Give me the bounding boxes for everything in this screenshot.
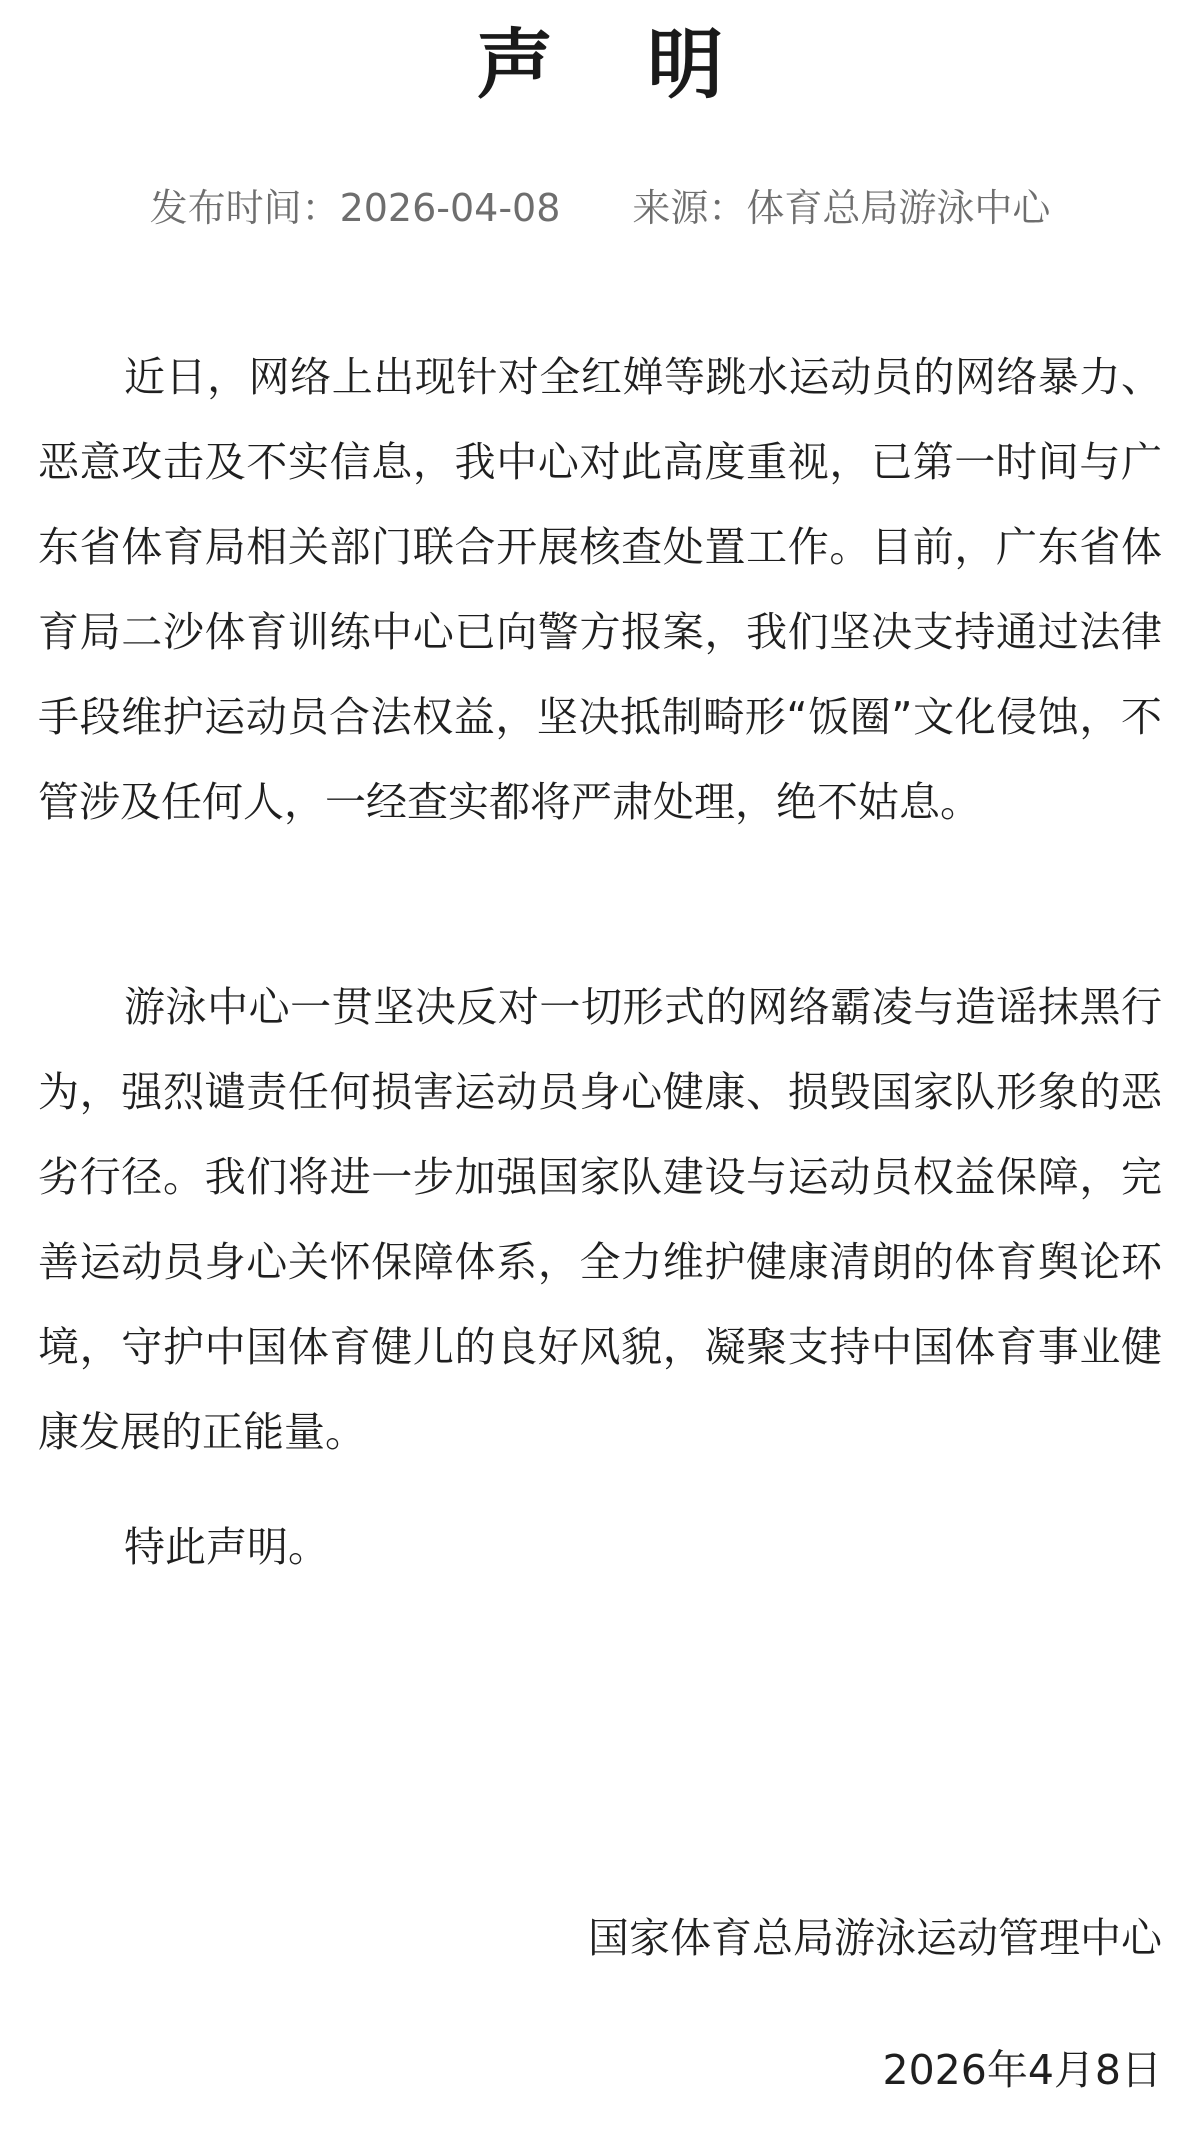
statement-paragraph-3: 特此声明。 <box>124 1523 329 1571</box>
statement-title: 声 明 <box>476 20 758 109</box>
statement-document <box>38 0 1162 2134</box>
signature-organization: 国家体育总局游泳运动管理中心 <box>588 1914 1162 1962</box>
statement-paragraph-1: 近日，网络上出现针对全红婵等跳水运动员的网络暴力、恶意攻击及不实信息，我中心对此高度重视，已第一时间与广东省体育局相关部门联合开展核查处置工作。目前，广东省体育局二沙体育训练中心已向警方报案，我们坚决支持通过法律手段维护运动员合法权益，坚决抵制畸形“饭圈”文化侵蚀，不管涉及任何人，一经查实都将严肃处理，绝不姑息。 <box>38 353 1162 826</box>
publish-meta <box>38 183 1162 233</box>
publish-date: 发布时间：2026-04-08 <box>149 186 561 230</box>
statement-paragraph-2: 游泳中心一贯坚决反对一切形式的网络霸凌与造谣抹黑行为，强烈谴责任何损害运动员身心健康、损毁国家队形象的恶劣行径。我们将进一步加强国家队建设与运动员权益保障，完善运动员身心关怀保障体系，全力维护健康清朗的体育舆论环境，守护中国体育健儿的良好风貌，凝聚支持中国体育事业健康发展的正能量。 <box>38 983 1162 1456</box>
publish-source: 来源：体育总局游泳中心 <box>632 186 1051 230</box>
signature-date: 2026年4月8日 <box>882 2046 1162 2094</box>
